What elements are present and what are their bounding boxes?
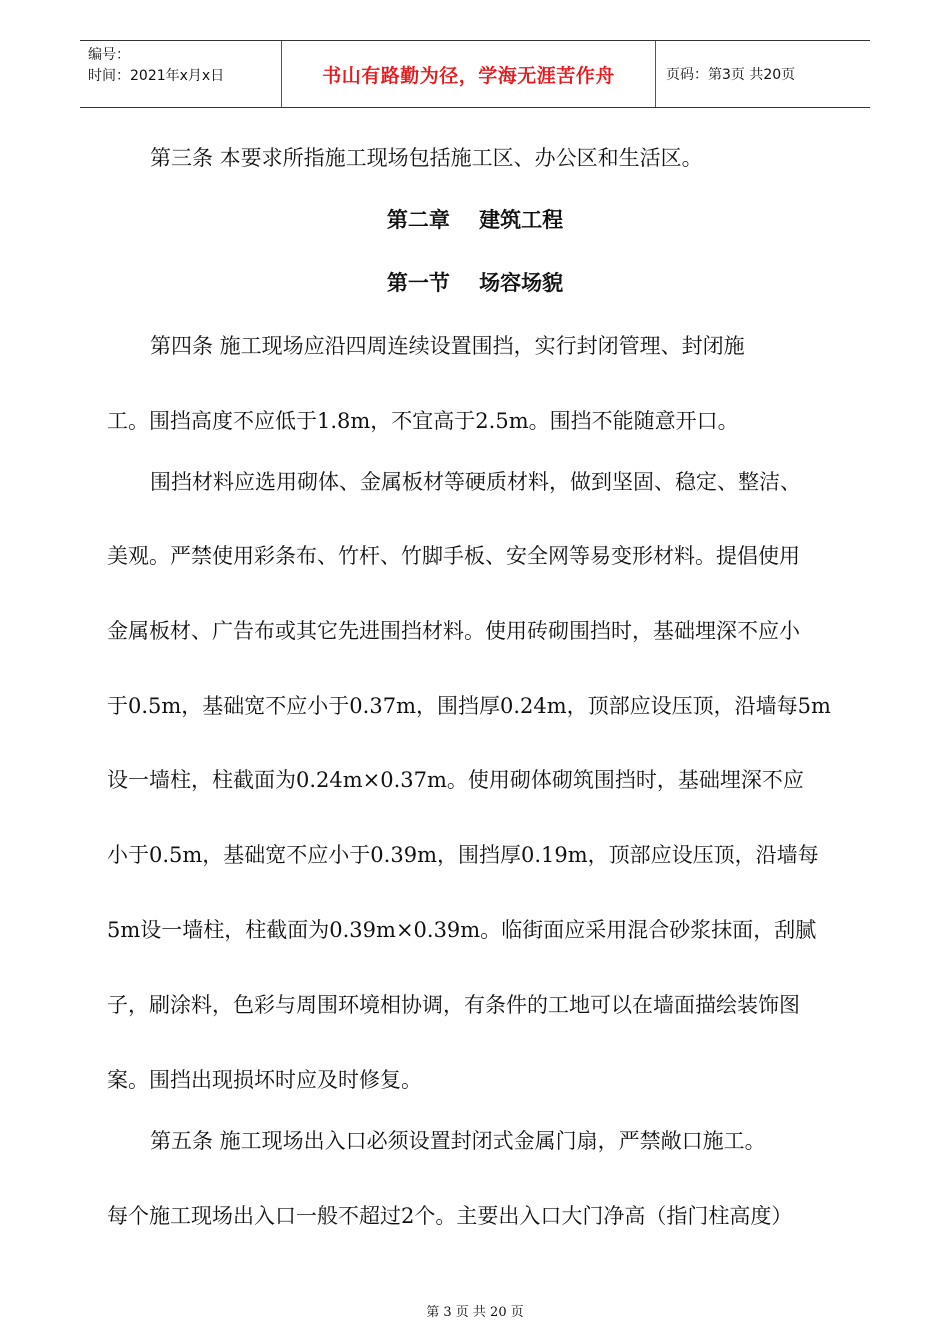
body-line: 围挡材料应选用砌体、金属板材等硬质材料，做到坚固、稳定、整洁、 — [150, 470, 801, 494]
body-line: 第五条 施工现场出入口必须设置封闭式金属门扇，严禁敞口施工。 — [150, 1129, 766, 1153]
body-line: 小于0.5m，基础宽不应小于0.39m，围挡厚0.19m，顶部应设压顶，沿墙每 — [107, 843, 819, 867]
serial-label: 编号： — [88, 47, 130, 63]
header-motto: 书山有路勤为径，学海无涯苦作舟 — [282, 41, 656, 107]
chapter-title: 第二章 建筑工程 — [386, 208, 564, 232]
body-line: 美观。严禁使用彩条布、竹杆、竹脚手板、安全网等易变形材料。提倡使用 — [107, 544, 800, 568]
body-line: 5m设一墙柱，柱截面为0.39m×0.39m。临街面应采用混合砂浆抹面，刮腻 — [107, 918, 817, 942]
body-line: 第四条 施工现场应沿四周连续设置围挡，实行封闭管理、封闭施 — [150, 334, 745, 358]
body-line: 金属板材、广告布或其它先进围挡材料。使用砖砌围挡时，基础埋深不应小 — [107, 619, 800, 643]
header-table — [80, 40, 870, 108]
header-page-info: 页码：第3页 共20页 — [666, 67, 796, 83]
body-line: 案。围挡出现损坏时应及时修复。 — [107, 1068, 422, 1092]
header-meta-cell — [80, 41, 282, 107]
body-line: 设一墙柱，柱截面为0.24m×0.37m。使用砌体砌筑围挡时，基础埋深不应 — [107, 768, 804, 792]
body-line: 子，刷涂料，色彩与周围环境相协调，有条件的工地可以在墙面描绘装饰图 — [107, 993, 800, 1017]
date-label: 时间：2021年x月x日 — [88, 68, 225, 84]
page-footer: 第 3 页 共 20 页 — [426, 1305, 524, 1320]
section-title: 第一节 场容场貌 — [386, 271, 564, 295]
body-line: 于0.5m，基础宽不应小于0.37m，围挡厚0.24m，顶部应设压顶，沿墙每5m — [107, 694, 831, 718]
body-line: 每个施工现场出入口一般不超过2个。主要出入口大门净高（指门柱高度） — [107, 1204, 793, 1228]
body-line: 工。围挡高度不应低于1.8m，不宜高于2.5m。围挡不能随意开口。 — [107, 409, 739, 433]
article-3: 第三条 本要求所指施工现场包括施工区、办公区和生活区。 — [150, 146, 703, 170]
